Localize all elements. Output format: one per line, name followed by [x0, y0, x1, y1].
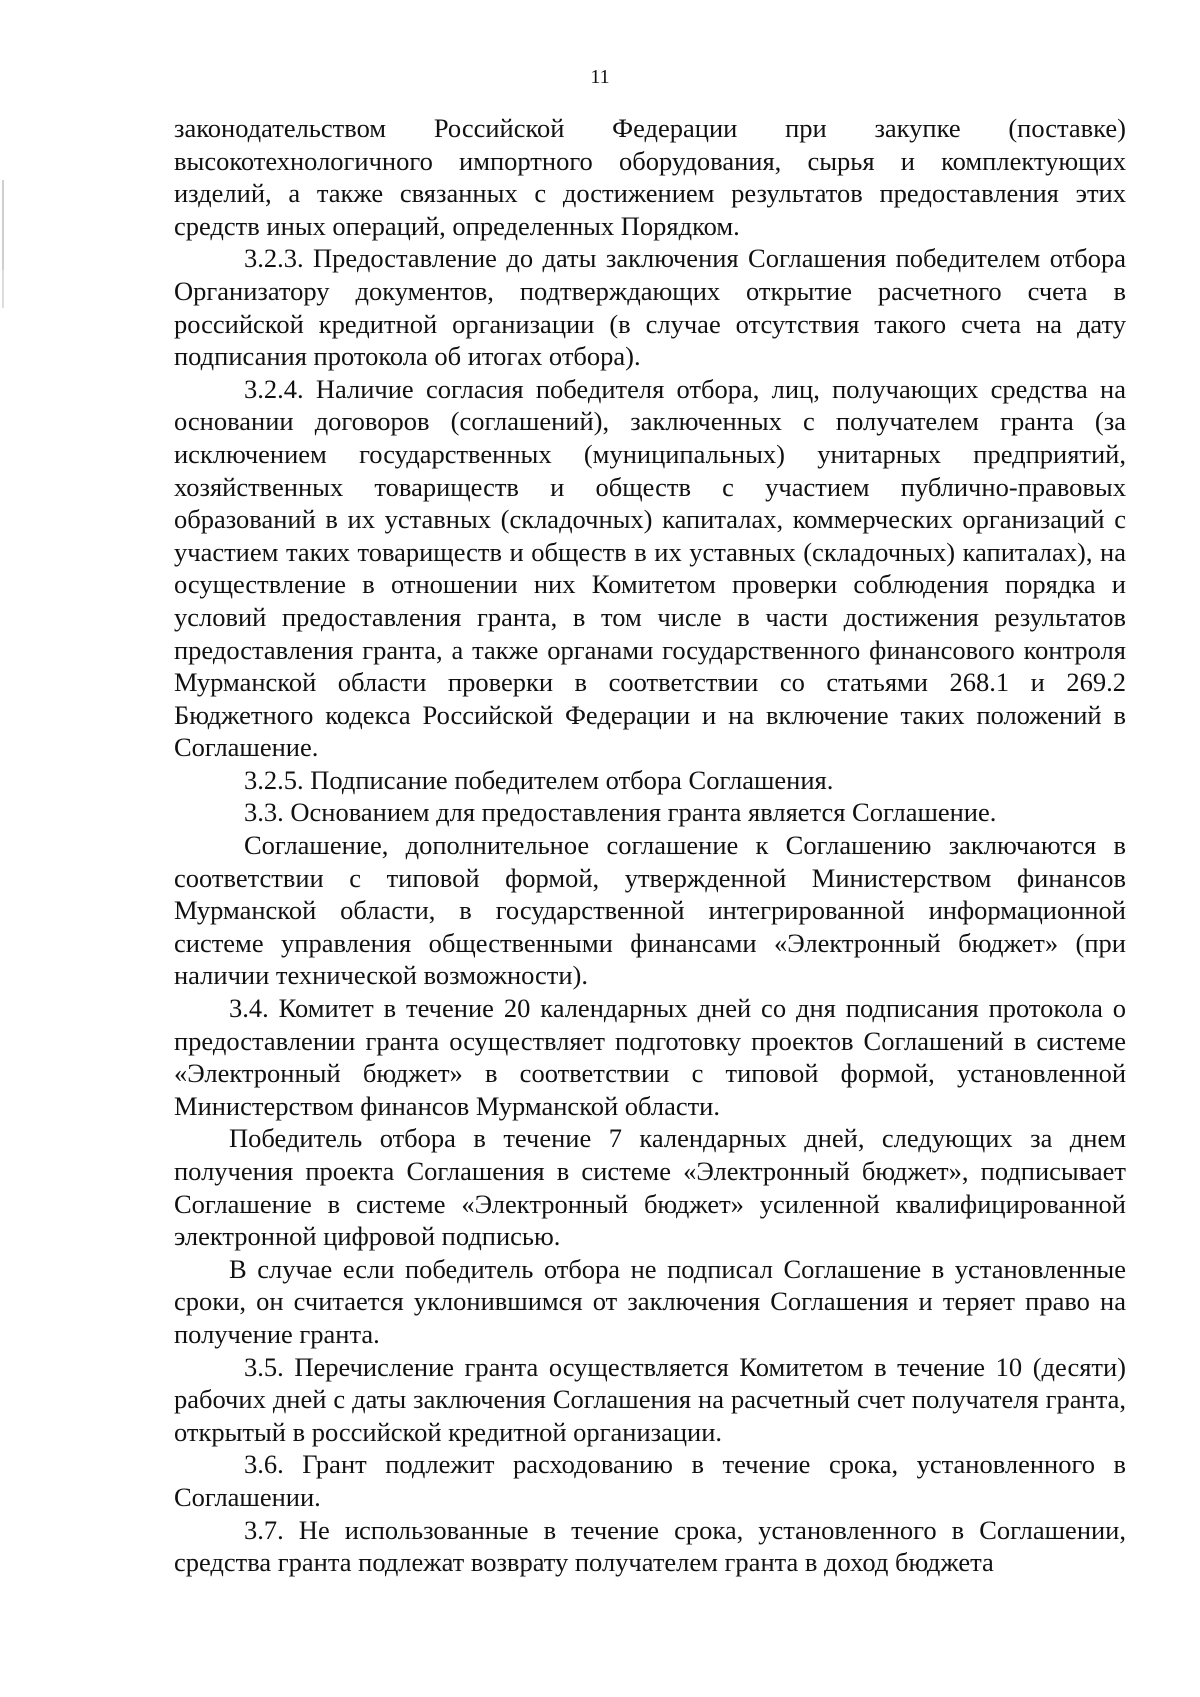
paragraph-continuation: законодательством Российской Федерации при закупке (поставке) высокотехнологичного импортного оборудования, сырья и комплектующих изделий, а также связанных с достижением результатов предоставления этих средств иных операций, определенных Порядком.: [174, 113, 1126, 241]
scan-edge-mark: [2, 180, 4, 270]
paragraph-3-2-4: 3.2.4. Наличие согласия победителя отбора, лиц, получающих средства на основании договоров (соглашений), заключенных с получателем гранта (за исключением государственных (муниципальных) унитарных предприятий, хозяйственных товариществ и обществ с участием публично-правовых образований в их уставных (складочных) капиталах, коммерческих организаций с участием таких товариществ и обществ в их уставных (складочных) капиталах), на осуществление в отношении них Комитетом проверки соблюдения порядка и условий предоставления гранта, в том числе в части достижения результатов предоставления гранта, а также органами государственного финансового контроля Мурманской области проверки в соответствии со статьями 268.1 и 269.2 Бюджетного кодекса Российской Федерации и на включение таких положений в Соглашение.: [174, 373, 1126, 763]
paragraph-3-3: 3.3. Основанием для предоставления гранта является Соглашение.: [244, 797, 997, 828]
paragraph-agreement-form: Соглашение, дополнительное соглашение к Соглашению заключаются в соответствии с типовой формой, утвержденной Министерством финансов Мурманской области, в государственной интегрированной информационной системе управления общественными финансами «Электронный бюджет» (при наличии технической возможности).: [174, 830, 1126, 991]
paragraph-winner-signs: Победитель отбора в течение 7 календарных дней, следующих за днем получения проекта Соглашения в системе «Электронный бюджет», подписывает Соглашение в системе «Электронный бюджет» усиленной квалифицированной электронной цифровой подписью.: [174, 1123, 1126, 1252]
document-body: [174, 112, 1126, 1579]
paragraph-3-5: 3.5. Перечисление гранта осуществляется Комитетом в течение 10 (десяти) рабочих дней с даты заключения Соглашения на расчетный счет получателя гранта, открытый в российской кредитной организации.: [174, 1351, 1126, 1447]
paragraph-3-7: 3.7. Не использованные в течение срока, установленного в Соглашении, средства гранта подлежат возврату получателем гранта в доход бюджета: [174, 1514, 1126, 1578]
paragraph-3-4: 3.4. Комитет в течение 20 календарных дней со дня подписания протокола о предоставлении гранта осуществляет подготовку проектов Соглашений в системе «Электронный бюджет» в соответствии с типовой формой, установленной Министерством финансов Мурманской области.: [174, 993, 1126, 1121]
paragraph-3-6: 3.6. Грант подлежит расходованию в течение срока, установленного в Соглашении.: [174, 1449, 1126, 1512]
paragraph-winner-declines: В случае если победитель отбора не подписал Соглашение в установленные сроки, он считается уклонившимся от заключения Соглашения и теряет право на получение гранта.: [174, 1253, 1126, 1349]
paragraph-3-2-3: 3.2.3. Предоставление до даты заключения Соглашения победителем отбора Организатору документов, подтверждающих открытие расчетного счета в российской кредитной организации (в случае отсутствия такого счета на дату подписания протокола об итогах отбора).: [174, 243, 1126, 372]
paragraph-3-2-5: 3.2.5. Подписание победителем отбора Соглашения.: [244, 764, 834, 795]
page-number: 11: [590, 66, 610, 88]
scan-edge-mark: [2, 270, 4, 308]
